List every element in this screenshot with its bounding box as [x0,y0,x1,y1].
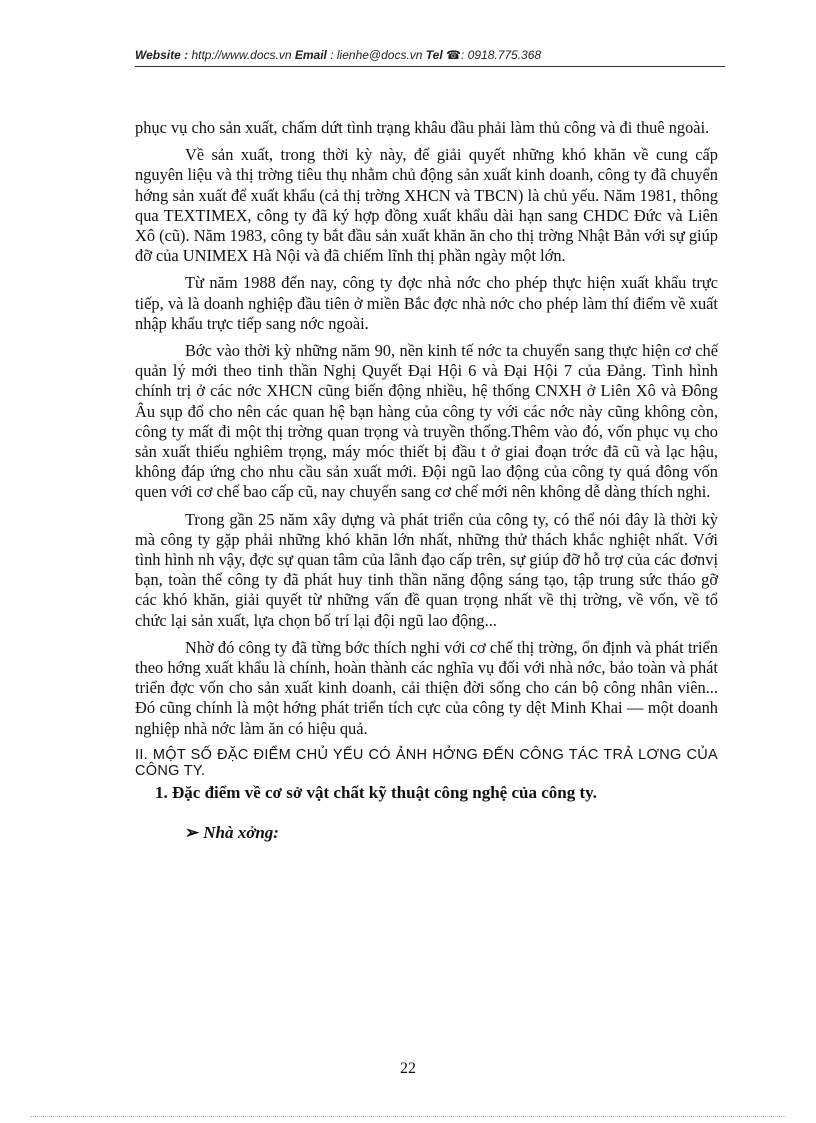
paragraph-5: Trong gần 25 năm xây dựng và phát triển của công ty, có thể nói đây là thời kỳ mà công ty gặp phải những khó khăn lớn nhất, những thử thách khắc nghiệt nhất. Với tình hình nh vậy, đợc sự quan tâm của lãnh đạo cấp trên, sự giúp đỡ hỗ trợ của các đơnvị bạn, toàn thể công ty đã phát huy tinh thần năng động sáng tạo, tập trung sức tháo gỡ các khó khăn, giải quyết từ những vấn đề quan trọng nhất về thị trờng, về vốn, về tổ chức lại sản xuất, lựa chọn bố trí lại đội ngũ lao động... [135,509,718,630]
page-number: 22 [400,1060,416,1077]
section-heading: II. MỘT SỐ ĐẶC ĐIỂM CHỦ YẾU CÓ ẢNH HỞNG ĐẾN CÔNG TÁC TRẢ LƠNG CỦA CÔNG TY. [135,746,718,779]
paragraph-3: Từ năm 1988 đến nay, công ty đợc nhà nớc cho phép thực hiện xuất khẩu trực tiếp, và là doanh nghiệp đầu tiên ở miền Bắc đợc nhà nớc cho phép làm thí điểm về xuất nhập khẩu trực tiếp sang nớc ngoài. [135,273,718,333]
paragraph-6: Nhờ đó công ty đã từng bớc thích nghi với cơ chế thị trờng, ổn định và phát triển theo hớng xuất khẩu là chính, hoàn thành các nghĩa vụ đối với nhà nớc, bảo toàn và phát triển đợc vốn cho sản xuất kinh doanh, cải thiện đời sống cho cán bộ công nhân viên... Đó cũng chính là một hớng phát triển tích cực của công ty dệt Minh Khai — một doanh nghiệp nhà nớc làm ăn có hiệu quả. [135,637,718,738]
paragraph-4: Bớc vào thời kỳ những năm 90, nền kinh tế nớc ta chuyển sang thực hiện cơ chế quản lý mới theo tinh thần Nghị Quyết Đại Hội 6 và Đại Hội 7 của Đảng. Tình hình chính trị ở các nớc XHCN cũng biến động nhiều, hệ thống CNXH ở Liên Xô và Đông Âu sụp đổ cho nên các quan hệ bạn hàng của công ty với các nớc này cũng không còn, công ty mất đi một thị trờng quan trọng và truyền thống.Thêm vào đó, vốn phục vụ cho sản xuất thiếu nghiêm trọng, máy móc thiết bị đầu t ở giai đoạn trớc đã cũ và lạc hậu, không đáp ứng cho nhu cầu sản xuất mới. Đội ngũ lao động của công ty quá đông vốn quen với cơ chế bao cấp cũ, nay chuyển sang cơ chế mới nên không dễ dàng thích nghi. [135,341,718,502]
page-header [135,48,725,62]
paragraph-1: phục vụ cho sản xuất, chấm dứt tình trạng khâu đầu phải làm thủ công và đi thuê ngoài. [135,118,710,137]
document-body [135,118,718,844]
header-divider [135,66,725,67]
paragraph-2: Về sản xuất, trong thời kỳ này, để giải quyết những khó khăn về cung cấp nguyên liệu và thị trờng tiêu thụ nhằm chủ động sản xuất kinh doanh, công ty đã chuyển hớng sản xuất để xuất khẩu (cả thị trờng XHCN và TBCN) là chủ yếu. Năm 1981, thông qua TEXTIMEX, công ty đã ký hợp đồng xuất khẩu dài hạn sang CHDC Đức và Liên Xô (cũ). Năm 1983, công ty bắt đầu sản xuất khăn ăn cho thị trờng Nhật Bản với sự giúp đỡ của UNIMEX Hà Nội và đã chiếm lĩnh thị phần ngày một lớn. [135,145,718,266]
bullet-label: Nhà xởng: [203,822,279,842]
bullet-heading [185,822,718,844]
arrow-bullet-icon: ➢ [185,822,200,842]
tel-label: Tel [425,48,443,62]
tel-value: : 0918.775.368 [461,48,542,62]
sub-heading: 1. Đặc điểm về cơ sở vật chất kỹ thuật công nghệ của công ty. [155,782,597,802]
email-value[interactable]: : lienhe@docs.vn [330,48,423,62]
telephone-icon: ☎ [446,48,461,62]
website-label: Website : [135,48,189,62]
website-url[interactable]: http://www.docs.vn [191,48,292,62]
page-bottom-divider [30,1116,786,1117]
email-label: Email [294,48,327,62]
